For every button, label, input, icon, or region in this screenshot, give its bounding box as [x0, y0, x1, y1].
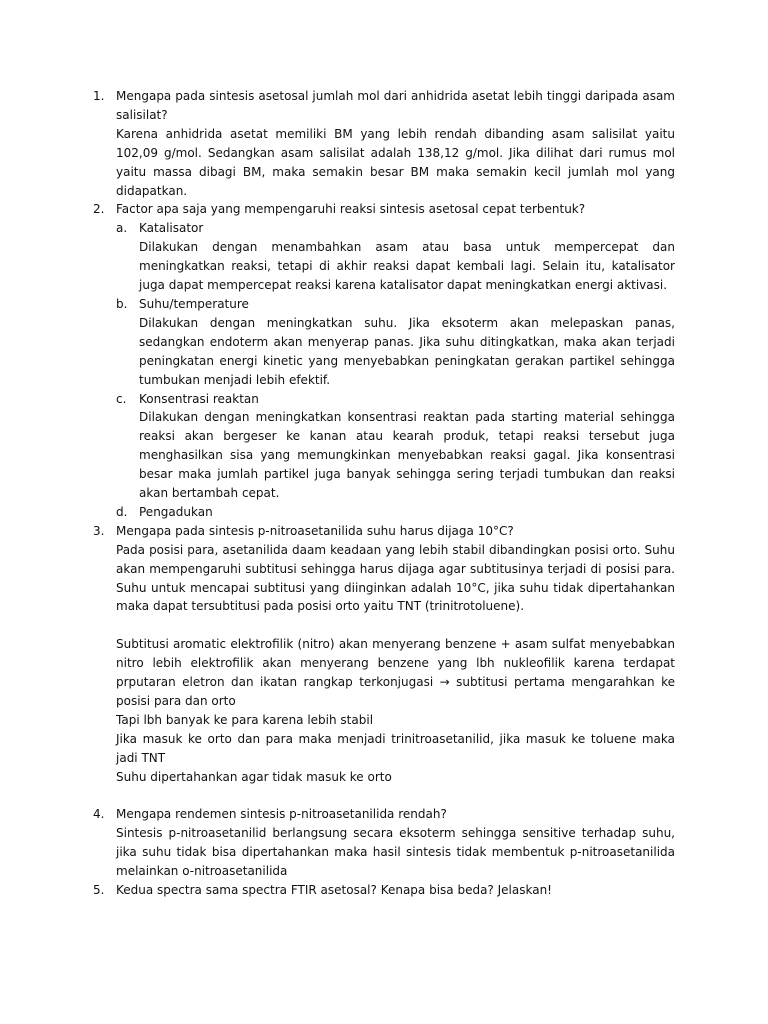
sub-item-title: Katalisator [139, 221, 204, 236]
sub-item-letter: a. [116, 221, 128, 236]
sub-item-title: Konsentrasi reaktan [139, 391, 259, 406]
answer-text: Karena anhidrida asetat memiliki BM yang lebih rendah dibanding asam salisilat yaitu 102,09 g/mol. Sedangkan asam salisilat adalah 138,12 g/mol. Jika dilihat dari rumus mol yaitu massa dibagi BM, maka semakin besar BM maka semakin kecil jumlah mol yang didapatkan. [116, 126, 675, 198]
answer-line: Suhu dipertahankan agar tidak masuk ke orto [116, 769, 392, 784]
sub-item-letter: c. [116, 391, 127, 406]
sub-item-text: Dilakukan dengan meningkatkan konsentrasi reaktan pada starting material sehingga reaksi akan bergeser ke kanan atau kearah produk, tetapi reaksi tersebut juga menghasilkan sisa yang memungkinkan menyebabkan reaksi gagal. Jika konsentrasi besar maka jumlah partikel juga banyak sehingga sering terjadi tumbukan dan reaksi akan bertambah cepat. [139, 410, 675, 501]
blank-line [116, 787, 675, 806]
question-text: Mengapa pada sintesis asetosal jumlah mol dari anhidrida asetat lebih tinggi daripada asam salisilat? [116, 89, 675, 122]
question-1 [0, 87, 768, 200]
answer-line: Tapi lbh banyak ke para karena lebih stabil [116, 712, 374, 727]
blank-line [116, 616, 675, 635]
document-page [0, 87, 768, 900]
sub-item-title: Pengadukan [139, 504, 213, 519]
question-text: Mengapa rendemen sintesis p-nitroasetanilida rendah? [116, 807, 447, 822]
sub-item-title: Suhu/temperature [139, 296, 249, 311]
sub-item-a [0, 219, 768, 295]
question-number: 4. [93, 807, 105, 822]
sub-item-letter: b. [116, 296, 128, 311]
sub-item-text: Dilakukan dengan meningkatkan suhu. Jika eksoterm akan melepaskan panas, sedangkan endoterm akan menyerap panas. Jika suhu ditingkatkan, maka akan terjadi peningkatan energi kinetic yang menyebabkan peningkatan gerakan partikel sehingga tumbukan menjadi lebih efektif. [139, 315, 675, 387]
question-4 [0, 805, 768, 881]
question-number: 5. [93, 883, 105, 898]
sub-item-text: Dilakukan dengan menambahkan asam atau basa untuk mempercepat dan meningkatkan reaksi, tetapi di akhir reaksi dapat kembali lagi. Selain itu, katalisator juga dapat mempercepat reaksi karena katalisator dapat meningkatkan energi aktivasi. [139, 240, 675, 293]
answer-text: Subtitusi aromatic elektrofilik (nitro) akan menyerang benzene + asam sulfat menyebabkan nitro lebih elektrofilik akan menyerang benzene yang lbh nukleofilik karena terdapat prputaran eletron dan ikatan rangkap terkonjugasi → subtitusi pertama mengarahkan ke posisi para dan orto [116, 637, 675, 708]
sub-item-d [0, 503, 768, 522]
question-text: Kedua spectra sama spectra FTIR asetosal? Kenapa bisa beda? Jelaskan! [116, 883, 552, 898]
question-3 [0, 522, 768, 806]
sub-item-b [0, 295, 768, 390]
question-text: Mengapa pada sintesis p-nitroasetanilida suhu harus dijaga 10°C? [116, 523, 514, 538]
sub-item-letter: d. [116, 504, 128, 519]
sub-item-c [0, 390, 768, 503]
question-number: 2. [93, 202, 105, 217]
question-text: Factor apa saja yang mempengaruhi reaksi sintesis asetosal cepat terbentuk? [116, 202, 586, 217]
question-number: 1. [93, 89, 105, 103]
question-5 [0, 881, 768, 900]
answer-line: Jika masuk ke orto dan para maka menjadi trinitroasetanilid, jika masuk ke toluene maka jadi TNT [116, 731, 675, 765]
question-number: 3. [93, 523, 105, 538]
question-2 [0, 200, 768, 219]
answer-text: Pada posisi para, asetanilida daam keadaan yang lebih stabil dibandingkan posisi orto. Suhu akan mempengaruhi subtitusi sehingga harus dijaga agar subtitusinya terjadi di posisi para. Suhu untuk mencapai subtitusi yang diinginkan adalah 10°C, jika suhu tidak dipertahankan maka dapat tersubtitusi pada posisi orto yaitu TNT (trinitrotoluene). [116, 542, 675, 614]
answer-text: Sintesis p-nitroasetanilid berlangsung secara eksoterm sehingga sensitive terhadap suhu, jika suhu tidak bisa dipertahankan maka hasil sintesis tidak membentuk p-nitroasetanilida melainkan o-nitroasetanilida [116, 826, 675, 879]
